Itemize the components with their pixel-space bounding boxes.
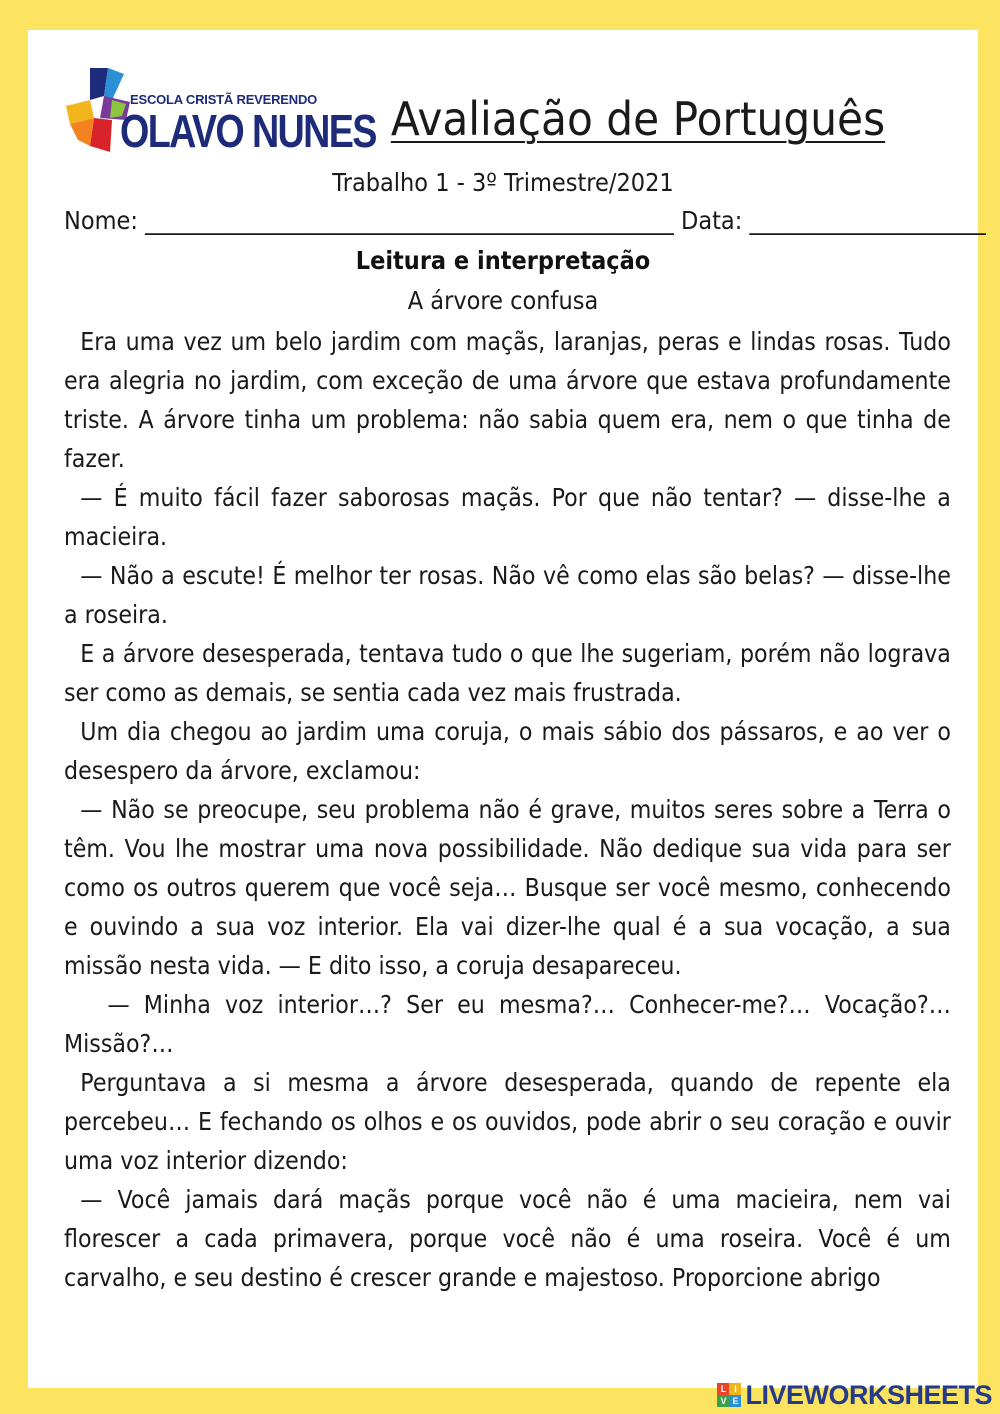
story-paragraph: Um dia chegou ao jardim uma coruja, o mais sábio dos pássaros, e ao ver o desespero da árvore, exclamou: bbox=[64, 717, 951, 785]
watermark-text: LIVEWORKSHEETS bbox=[745, 1379, 992, 1410]
section-heading: Leitura e interpretação bbox=[355, 246, 651, 275]
story-paragraph: — Você jamais dará maçãs porque você não é uma macieira, nem vai florescer a cada primavera, porque você não é uma roseira. Você é um carvalho, e seu destino é crescer grande e majestoso. Proporcione abrigo bbox=[64, 1185, 951, 1292]
name-date-line: Nome: _______________________________________________ Data: _____________________ bbox=[64, 206, 986, 235]
story-text bbox=[64, 322, 951, 1297]
story-paragraph: Perguntava a si mesma a árvore desesperada, quando de repente ela percebeu… E fechando os olhos e os ouvidos, pode abrir o seu coração e ouvir uma voz interior dizendo: bbox=[64, 1068, 951, 1175]
story-paragraph: — Não se preocupe, seu problema não é grave, muitos seres sobre a Terra o têm. Vou lhe mostrar uma nova possibilidade. Não dedique sua vida para ser como os outros querem que você seja… Busque ser você mesmo, conhecendo e ouvindo a sua voz interior. Ela vai dizer-lhe qual é a sua vocação, a sua missão nesta vida. — E dito isso, a coruja desapareceu. bbox=[64, 795, 951, 980]
liveworksheets-watermark bbox=[717, 1380, 992, 1410]
assignment-subtitle: Trabalho 1 - 3º Trimestre/2021 bbox=[332, 168, 674, 197]
liveworksheets-badge-icon: L I V E bbox=[717, 1383, 741, 1407]
logo-school-line: ESCOLA CRISTÃ REVERENDO bbox=[130, 92, 318, 107]
story-paragraph: E a árvore desesperada, tentava tudo o que lhe sugeriam, porém não lograva ser como as demais, se sentia cada vez mais frustrada. bbox=[64, 639, 951, 707]
story-paragraph: — Minha voz interior…? Ser eu mesma?… Conhecer-me?… Vocação?… Missão?… bbox=[64, 990, 951, 1058]
story-paragraph: — Não a escute! É melhor ter rosas. Não vê como elas são belas? — disse-lhe a roseira. bbox=[64, 561, 951, 629]
story-paragraph: — É muito fácil fazer saborosas maçãs. Por que não tentar? — disse-lhe a macieira. bbox=[64, 483, 951, 551]
story-paragraph: Era uma vez um belo jardim com maçãs, laranjas, peras e lindas rosas. Tudo era alegria no jardim, com exceção de uma árvore que estava profundamente triste. A árvore tinha um problema: não sabia quem era, nem o que tinha de fazer. bbox=[64, 327, 951, 473]
school-logo bbox=[64, 66, 376, 161]
page-title: Avaliação de Português bbox=[390, 92, 886, 146]
worksheet-page bbox=[28, 30, 986, 1388]
story-title: A árvore confusa bbox=[407, 286, 599, 315]
logo-school-name: OLAVO NUNES bbox=[120, 105, 376, 157]
